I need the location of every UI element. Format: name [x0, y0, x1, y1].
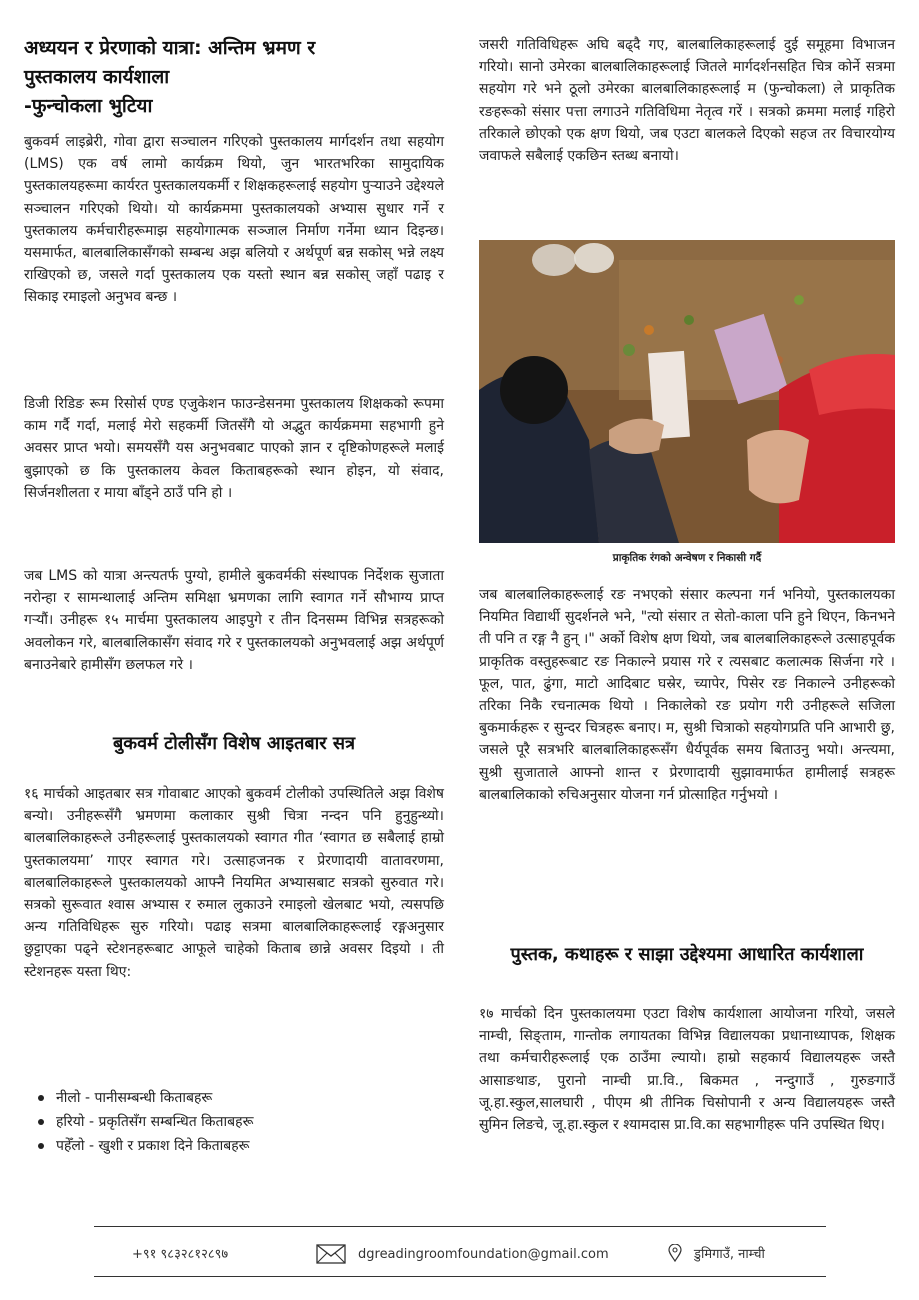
right-paragraph-3: १७ मार्चको दिन पुस्तकालयमा एउटा विशेष कार्यशाला आयोजना गरियो, जसले नाम्ची, सिङ्ताम, गान्तोक लगायतका विभिन्न विद्यालयका प्रधानाध्यापक, शिक्षक तथा कर्मचारीहरूलाई एक ठाउँमा ल्यायो। हाम्रो सहकार्य विद्यालयहरू जस्तै आसाङथाङ, पुरानो नाम्ची प्रा.वि., बिकमत , नन्दुगाउँ , गुरुङगाउँ जू.हा.स्कुल,सालघारी , पीएम श्री तीनिक चिसोपानी र अन्य विद्यालयहरू जस्तै सुमिन लिङचे, जू.हा.स्कुल र श्यामदास प्रा.वि.का सहभागीहरू पनि उपस्थित थिए। [479, 1006, 895, 1134]
footer-top-divider [94, 1226, 826, 1227]
phone-text: +९१ ९८३२८१२८९७ [132, 1247, 229, 1262]
list-item: नीलो - पानीसम्बन्धी किताबहरू [36, 1086, 253, 1110]
left-paragraph-1: बुकवर्म लाइब्रेरी, गोवा द्वारा सञ्चालन गरिएको पुस्तकालय मार्गदर्शन तथा सहयोग (LMS) एक वर्ष लामो कार्यक्रम थियो, जुन भारतभरिका सामुदायिक पुस्तकालयहरूमा कार्यरत पुस्तकालयकर्मी र शिक्षकहरूलाई सहयोग पुर्‍याउने उद्देश्यले सञ्चालन गरिएको थियो। यो कार्यक्रममा पुस्तकालयको अभ्यास सुधार गर्ने र पुस्तकालय कर्मचारीहरूमाझ सहयोगात्मक सञ्जाल निर्माण गर्नेमा ध्यान दिइन्छ। यसमार्फत, बालबालिकासँगको सम्बन्ध अझ बलियो र अर्थपूर्ण बन्न सकोस् भन्ने लक्ष्य राखिएको छ, जसले गर्दा पुस्तकालय एक यस्तो स्थान बन्न सकोस् जहाँ पढाइ र सिकाइ रमाइलो अनुभव बन्छ । [24, 134, 444, 306]
author-line: -फुन्चोकला भुटिया [24, 95, 153, 117]
right-paragraph-2: जब बालबालिकाहरूलाई रङ नभएको संसार कल्पना गर्न भनियो, पुस्तकालयका नियमित विद्यार्थी सुदर्शनले भने, "त्यो संसार त सेतो-काला पनि हुने थिएन, किनभने ती पनि त रङ्ग नै हुन् ।" अर्को विशेष क्षण थियो, जब बालबालिकाहरूले उत्साहपूर्वक प्राकृतिक वस्तुहरूबाट रङ निकाल्ने प्रयास गरे र त्यसबाट कलात्मक सिर्जना गरे । फूल, पात, ढुंगा, माटो आदिबाट घस्रेर, च्यापेर, पिसेर रङ निकाल्ने उनीहरूको तरिका निकै रचनात्मक थियो । निकालेको रङ प्रयोग गरी उनीहरूले सजिला बुकमार्कहरू र सुन्दर चित्रहरू बनाए। म, सुश्री चित्राको सहयोगप्रति पनि आभारी छु, जसले पूरै सत्रभरि बालबालिकाहरूसँग धैर्यपूर्वक समय बिताउनु भयो। अन्त्यमा, सुश्री सुजाताले आफ्नो शान्त र प्रेरणादायी सुझावमार्फत हामीलाई सत्रहरू बालबालिकाको रुचिअनुसार योजना गर्न प्रोत्साहित गर्नुभयो । [479, 587, 895, 803]
footer [94, 1238, 826, 1268]
footer-location [668, 1244, 765, 1262]
left-paragraph-4: १६ मार्चको आइतबार सत्र गोवाबाट आएको बुकवर्म टोलीको उपस्थितिले अझ विशेष बन्यो। उनीहरूसँगै भ्रमणमा कलाकार सुश्री चित्रा नन्दन पनि हुनुहुन्थ्यो। बालबालिकाहरूले उनीहरूलाई पुस्तकालयको स्वागत गीत ‘स्वागत छ सबैलाई हाम्रो पुस्तकालयमा’ गाएर स्वागत गरे। उत्साहजनक र प्रेरणादायी वातावरणमा, बालबालिकाहरूले पुस्तकालयको आफ्नै नियमित अभ्यासबाट सत्रको सुरुवात गरे। सत्रको सुरूवात श्वास अभ्यास र रुमाल लुकाउने रमाइलो खेलबाट भयो, त्यसपछि अन्य गतिविधिहरू सुरु गरियो। पढाइ सत्रमा बालबालिकाहरूलाई रङ्गअनुसार छुट्टाएका पढ्ने स्टेशनहरूबाट आफूले चाहेको किताब छान्ने अवसर दिइयो । ती स्टेशनहरू यस्ता थिए: [24, 786, 444, 980]
activity-photo [479, 240, 895, 543]
article-title [24, 34, 454, 121]
location-text: डुमिगाउँ, नाम्ची [694, 1247, 765, 1262]
envelope-icon [316, 1244, 346, 1264]
left-paragraph-3: जब LMS को यात्रा अन्त्यतर्फ पुग्यो, हामीले बुकवर्मकी संस्थापक निर्देशक सुजाता नरोन्हा र सामन्थालाई अन्तिम समिक्षा भ्रमणका लागि स्वागत गर्ने सौभाग्य प्राप्त गर्‍यौं। उनीहरू १५ मार्चमा पुस्तकालय आइपुगे र तीन दिनसम्म विभिन्न सत्रहरूको अवलोकन गरे, बालबालिकासँग संवाद गरे र पुस्तकालयको अनुभवलाई अझ अर्थपूर्ण बनाउनेबारे हामीसँग छलफल गरे । [24, 568, 444, 673]
photo-caption: प्राकृतिक रंगको अन्वेषण र निकासी गर्दै [612, 552, 762, 564]
title-line-2: पुस्तकालय कार्यशाला [24, 66, 170, 88]
section-heading-sunday: बुकवर्म टोलीसँग विशेष आइतबार सत्र [112, 733, 356, 754]
list-item: हरियो - प्रकृतिसँग सम्बन्धित किताबहरू [36, 1110, 253, 1134]
reading-stations-list [36, 1086, 253, 1158]
footer-bottom-divider [94, 1276, 826, 1277]
section-heading-workshop: पुस्तक, कथाहरू र साझा उद्देश्यमा आधारित कार्यशाला [510, 944, 864, 965]
list-item: पहेँलो - खुशी र प्रकाश दिने किताबहरू [36, 1134, 253, 1158]
right-paragraph-1: जसरी गतिविधिहरू अघि बढ्दै गए, बालबालिकाहरूलाई दुई समूहमा विभाजन गरियो। सानो उमेरका बालबालिकाहरूलाई जितले मार्गदर्शनसहित चित्र कोर्ने सत्रमा सहयोग गरे भने ठूलो उमेरका बालबालिकाहरूलाई म (फुन्चोकला) ले प्राकृतिक रङहरूको संसार पत्ता लगाउने गतिविधिमा नेतृत्व गरें । सत्रको क्रममा मलाई गहिरो तरिकाले छोएको एक क्षण थियो, जब एउटा बालकले दिएको सहज तर विचारयोग्य जवाफले सबैलाई एकछिन स्तब्ध बनायो। [479, 37, 895, 165]
footer-email[interactable] [316, 1244, 609, 1264]
photo-illustration [479, 240, 895, 543]
location-pin-icon [668, 1244, 682, 1262]
left-paragraph-2: डिजी रिडिङ रूम रिसोर्स एण्ड एजुकेशन फाउन्डेसनमा पुस्तकालय शिक्षकको रूपमा काम गर्दै गर्दा, मलाई मेरो सहकर्मी जितसँगै यो अद्भुत कार्यक्रममा सहभागी हुने अवसर प्राप्त भयो। समयसँगै यस अनुभवबाट पाएको ज्ञान र दृष्टिकोणहरूले मलाई बुझाएको छ कि पुस्तकालय केवल किताबहरूको स्थान होइन, यो संवाद, सिर्जनशीलता र माया बाँड्ने ठाउँ पनि हो । [24, 396, 444, 501]
email-text[interactable]: dgreadingroomfoundation@gmail.com [358, 1246, 609, 1262]
footer-phone [132, 1244, 228, 1262]
title-line-1: अध्ययन र प्रेरणाको यात्रा: अन्तिम भ्रमण र [24, 37, 316, 59]
